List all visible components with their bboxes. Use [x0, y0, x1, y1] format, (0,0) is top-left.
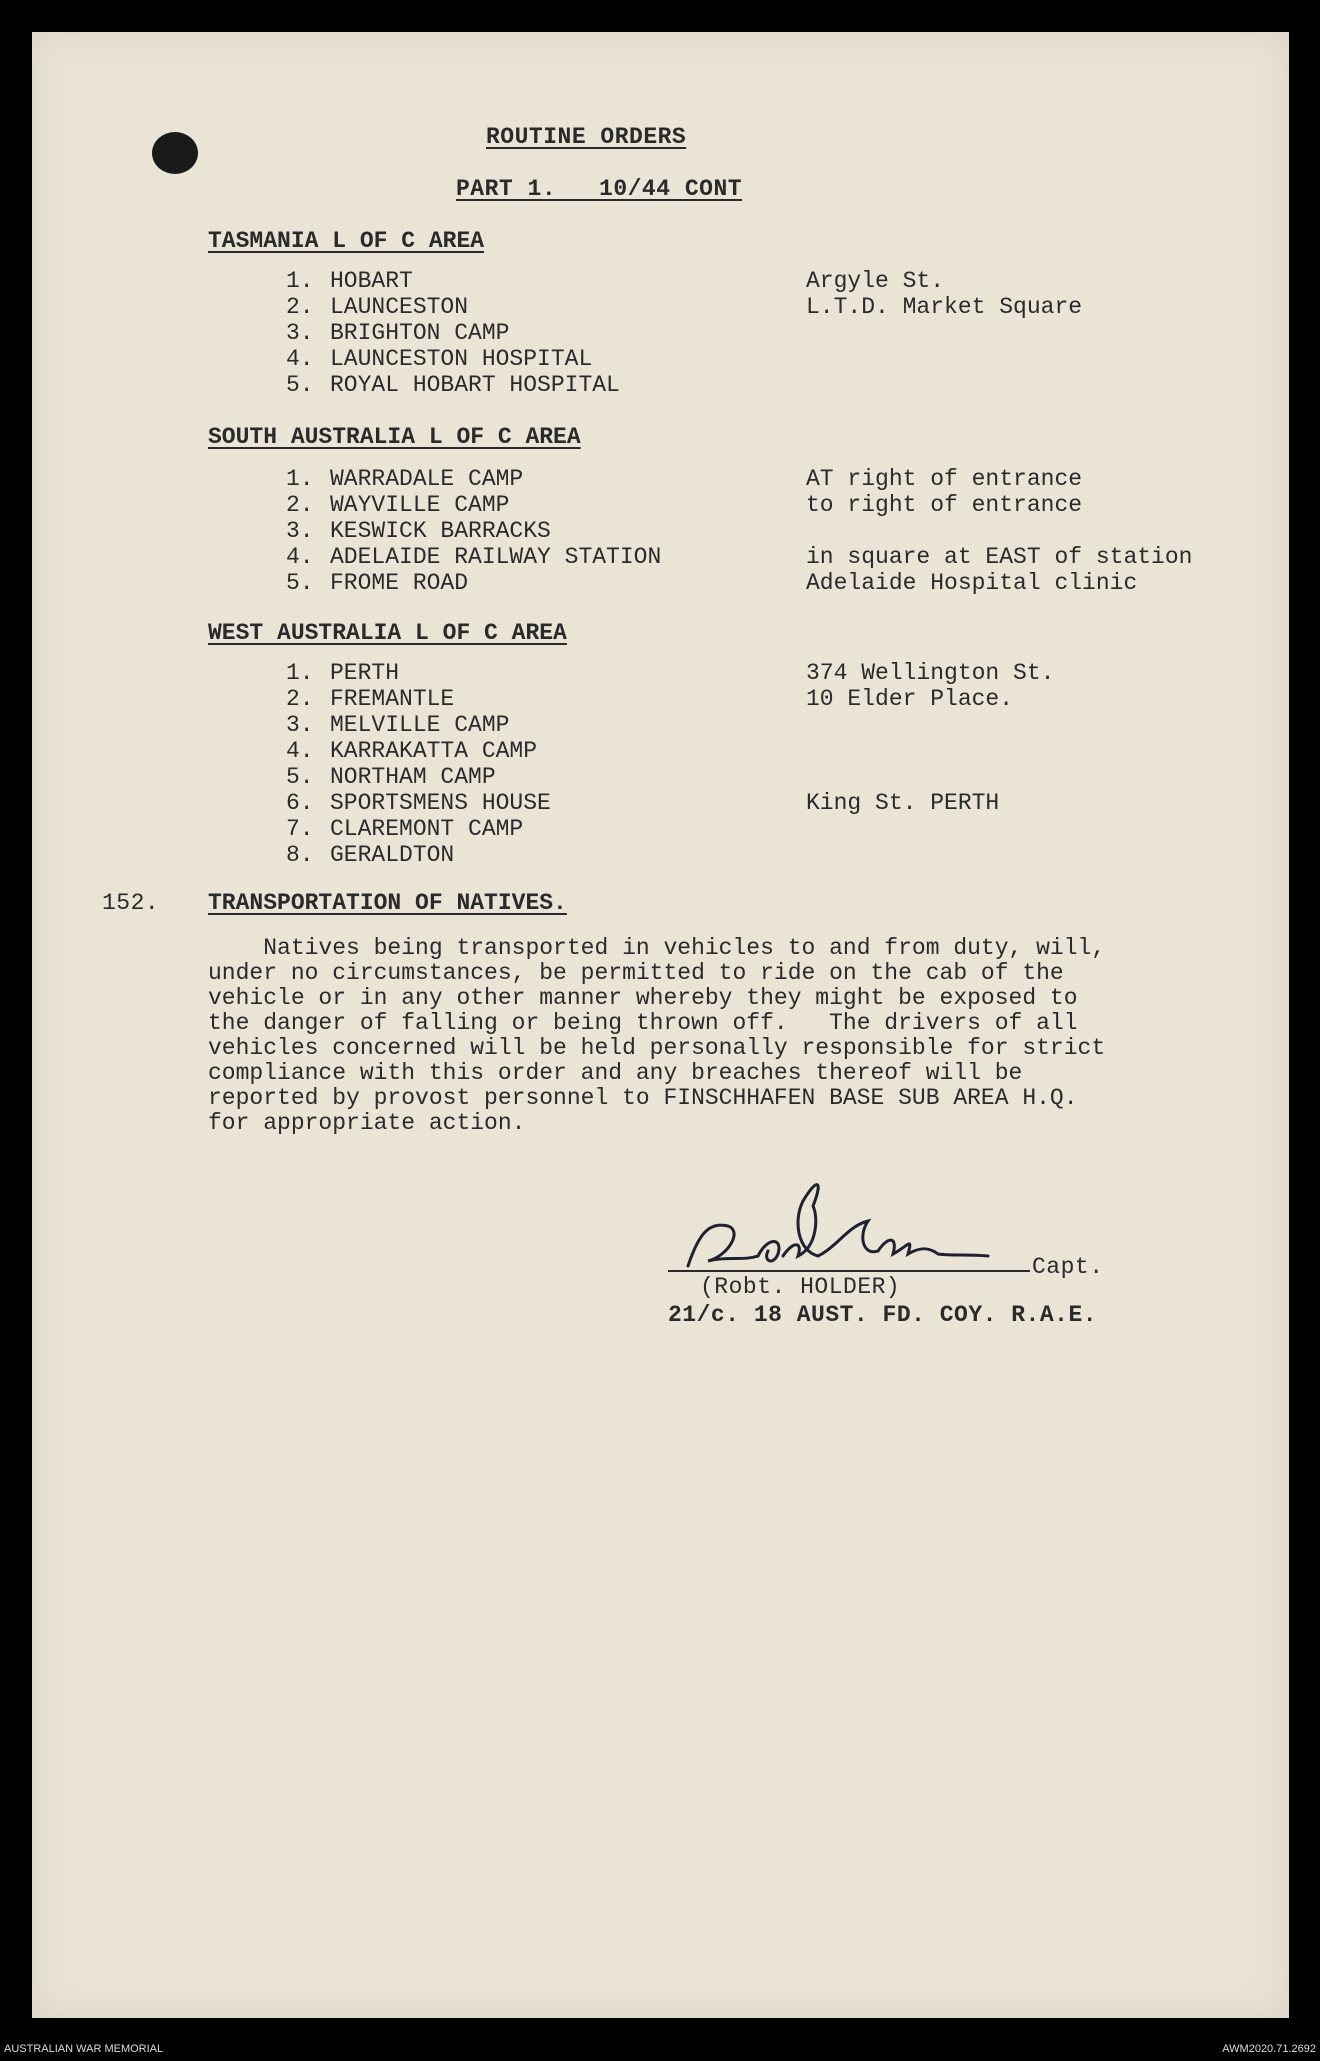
item-number: 2. [286, 686, 314, 712]
item-location: AT right of entrance [806, 466, 1083, 492]
signature-line [668, 1270, 1030, 1272]
item-location: 10 Elder Place. [806, 686, 1014, 712]
item-number: 2. [286, 294, 314, 320]
item-name: KARRAKATTA CAMP [330, 738, 538, 764]
item-name: GERALDTON [330, 842, 455, 868]
item-name: ROYAL HOBART HOSPITAL [330, 372, 620, 398]
item-name: ADELAIDE RAILWAY STATION [330, 544, 662, 570]
order-line: under no circumstances, be permitted to ride on the cab of the [208, 960, 1064, 986]
item-name: SPORTSMENS HOUSE [330, 790, 551, 816]
item-name: LAUNCESTON HOSPITAL [330, 346, 593, 372]
order-body [208, 936, 1208, 1136]
item-number: 3. [286, 518, 314, 544]
order-heading: TRANSPORTATION OF NATIVES. [208, 890, 567, 916]
item-name: FROME ROAD [330, 570, 469, 596]
item-name: CLAREMONT CAMP [330, 816, 524, 842]
document-title: ROUTINE ORDERS [486, 124, 687, 150]
item-number: 3. [286, 712, 314, 738]
item-name: FREMANTLE [330, 686, 455, 712]
footer-reference: AWM2020.71.2692 [1222, 2043, 1316, 2055]
item-number: 4. [286, 544, 314, 570]
item-number: 6. [286, 790, 314, 816]
item-location: L.T.D. Market Square [806, 294, 1083, 320]
item-number: 1. [286, 466, 314, 492]
item-number: 5. [286, 372, 314, 398]
order-line: Natives being transported in vehicles to and from duty, will, [208, 935, 1106, 961]
order-line: vehicle or in any other manner whereby they might be exposed to [208, 985, 1078, 1011]
item-number: 5. [286, 570, 314, 596]
item-location: King St. PERTH [806, 790, 1000, 816]
item-number: 4. [286, 346, 314, 372]
item-location: to right of entrance [806, 492, 1083, 518]
item-name: KESWICK BARRACKS [330, 518, 551, 544]
item-number: 3. [286, 320, 314, 346]
item-name: PERTH [330, 660, 400, 686]
item-name: WARRADALE CAMP [330, 466, 524, 492]
item-name: NORTHAM CAMP [330, 764, 496, 790]
item-number: 4. [286, 738, 314, 764]
footer-source: AUSTRALIAN WAR MEMORIAL [4, 2043, 164, 2055]
order-line: reported by provost personnel to FINSCHHAFEN BASE SUB AREA H.Q. [208, 1085, 1078, 1111]
item-name: LAUNCESTON [330, 294, 469, 320]
item-location: in square at EAST of station [806, 544, 1193, 570]
item-location: Argyle St. [806, 268, 945, 294]
section-heading-tasmania: TASMANIA L OF C AREA [208, 228, 485, 254]
item-number: 2. [286, 492, 314, 518]
item-name: WAYVILLE CAMP [330, 492, 510, 518]
order-line: for appropriate action. [208, 1110, 526, 1136]
item-name: BRIGHTON CAMP [330, 320, 510, 346]
item-name: HOBART [330, 268, 413, 294]
item-location: Adelaide Hospital clinic [806, 570, 1138, 596]
item-number: 1. [286, 660, 314, 686]
item-name: MELVILLE CAMP [330, 712, 510, 738]
order-line: vehicles concerned will be held personally responsible for strict [208, 1035, 1106, 1061]
section-heading-south-australia: SOUTH AUSTRALIA L OF C AREA [208, 424, 581, 450]
item-number: 5. [286, 764, 314, 790]
item-number: 8. [286, 842, 314, 868]
order-line: the danger of falling or being thrown off. The drivers of all [208, 1010, 1078, 1036]
order-line: compliance with this order and any breaches thereof will be [208, 1060, 1023, 1086]
signatory-unit: 21/c. 18 AUST. FD. COY. R.A.E. [668, 1302, 1098, 1328]
section-heading-west-australia: WEST AUSTRALIA L OF C AREA [208, 620, 567, 646]
item-location: 374 Wellington St. [806, 660, 1055, 686]
document-part: PART 1. 10/44 CONT [456, 176, 743, 202]
punch-hole [152, 132, 198, 174]
signatory-rank: Capt. [1032, 1254, 1104, 1280]
item-number: 7. [286, 816, 314, 842]
order-number: 152. [102, 890, 160, 916]
item-number: 1. [286, 268, 314, 294]
signatory-name: (Robt. HOLDER) [700, 1274, 901, 1300]
